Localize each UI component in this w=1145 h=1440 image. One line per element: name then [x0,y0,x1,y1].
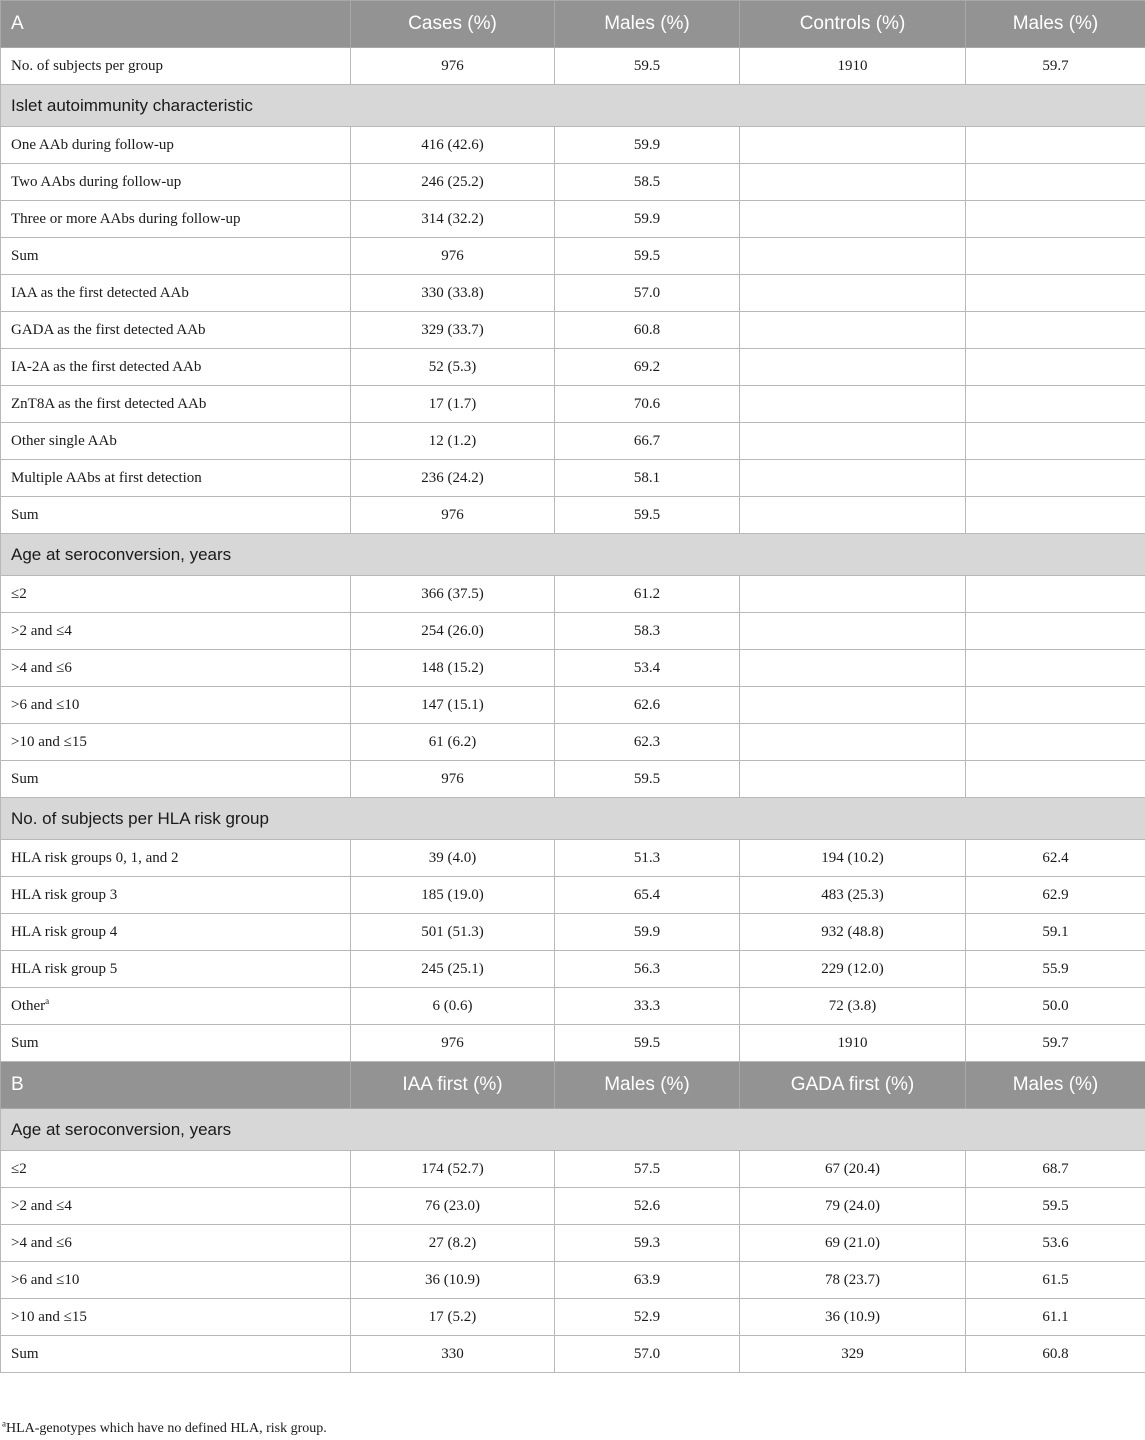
table-row [1,576,1145,613]
table-row [1,1262,1145,1299]
table-cell: 174 (52.7) [351,1151,555,1188]
table-row [1,349,1145,386]
table-cell: 1910 [740,48,966,85]
table-cell: 59.5 [555,238,740,275]
table-cell: 69 (21.0) [740,1225,966,1262]
footnote-text: HLA-genotypes which have no defined HLA, risk group. [6,1421,327,1436]
table-cell: 62.4 [966,840,1145,877]
table-cell [966,238,1145,275]
table-cell: 65.4 [555,877,740,914]
table-cell: 59.5 [555,761,740,798]
table-cell: 52 (5.3) [351,349,555,386]
table-cell [740,576,966,613]
table-cell [966,576,1145,613]
table-row [1,164,1145,201]
row-label: Sum [1,497,351,534]
table-row [1,1336,1145,1373]
table-row [1,914,1145,951]
table-cell [740,238,966,275]
column-header: GADA first (%) [740,1062,966,1109]
table-row [1,1225,1145,1262]
table-cell: 246 (25.2) [351,164,555,201]
column-header: Cases (%) [351,1,555,48]
table-cell [740,761,966,798]
table-cell: 59.5 [555,48,740,85]
table-row [1,1025,1145,1062]
row-label: IA-2A as the first detected AAb [1,349,351,386]
table-row [1,201,1145,238]
table-cell: 59.9 [555,914,740,951]
table-cell: 59.7 [966,48,1145,85]
table-cell [740,349,966,386]
row-label: >2 and ≤4 [1,613,351,650]
table-cell [740,650,966,687]
table-cell: 70.6 [555,386,740,423]
table-cell: 976 [351,761,555,798]
table-cell: 330 [351,1336,555,1373]
table-footnote [2,1418,327,1437]
table-cell: 60.8 [966,1336,1145,1373]
table-row [1,613,1145,650]
footnote-marker: a [2,1418,6,1429]
table-cell: 72 (3.8) [740,988,966,1025]
table-cell: 69.2 [555,349,740,386]
table-cell: 229 (12.0) [740,951,966,988]
table-cell: 148 (15.2) [351,650,555,687]
table-row [1,312,1145,349]
table-cell: 61.5 [966,1262,1145,1299]
table-row [1,238,1145,275]
table-cell: 6 (0.6) [351,988,555,1025]
table-cell [740,275,966,312]
table-cell: 59.5 [966,1188,1145,1225]
row-label: Other single AAb [1,423,351,460]
table-cell: 329 (33.7) [351,312,555,349]
table-cell [966,201,1145,238]
table-cell: 66.7 [555,423,740,460]
table-cell [740,613,966,650]
table-cell [740,724,966,761]
table-cell: 58.5 [555,164,740,201]
column-header: Males (%) [966,1062,1145,1109]
row-label: One AAb during follow-up [1,127,351,164]
table-cell: 185 (19.0) [351,877,555,914]
table-cell [740,201,966,238]
table-cell: 59.5 [555,1025,740,1062]
table-cell: 62.9 [966,877,1145,914]
row-label: Two AAbs during follow-up [1,164,351,201]
row-label: No. of subjects per group [1,48,351,85]
row-label: GADA as the first detected AAb [1,312,351,349]
table-cell [966,164,1145,201]
table-cell: 76 (23.0) [351,1188,555,1225]
table-cell: 330 (33.8) [351,275,555,312]
table-row [1,877,1145,914]
section-title: No. of subjects per HLA risk group [1,798,1145,840]
row-label: Sum [1,1025,351,1062]
row-label: HLA risk groups 0, 1, and 2 [1,840,351,877]
table-cell: 976 [351,238,555,275]
column-header: Controls (%) [740,1,966,48]
table-cell: 55.9 [966,951,1145,988]
table-cell: 58.1 [555,460,740,497]
table-cell: 17 (1.7) [351,386,555,423]
table-row [1,687,1145,724]
table-cell: 51.3 [555,840,740,877]
table-cell: 60.8 [555,312,740,349]
table-row [1,497,1145,534]
table-cell: 147 (15.1) [351,687,555,724]
table-cell [740,497,966,534]
section-header-row [1,1109,1145,1151]
table-cell: 78 (23.7) [740,1262,966,1299]
table-cell [966,312,1145,349]
table-cell: 976 [351,1025,555,1062]
table-cell: 314 (32.2) [351,201,555,238]
section-title: Islet autoimmunity characteristic [1,85,1145,127]
footnote-marker: a [45,995,50,1006]
row-label-text: Other [11,997,46,1014]
table-cell [966,423,1145,460]
table-cell [966,460,1145,497]
table-cell [966,275,1145,312]
table-cell: 57.5 [555,1151,740,1188]
table-cell: 52.6 [555,1188,740,1225]
table-cell [740,460,966,497]
table-cell [740,127,966,164]
table-cell: 329 [740,1336,966,1373]
table-row [1,1151,1145,1188]
row-label: HLA risk group 3 [1,877,351,914]
table-cell: 17 (5.2) [351,1299,555,1336]
table-cell: 68.7 [966,1151,1145,1188]
table-cell: 61 (6.2) [351,724,555,761]
table-cell: 57.0 [555,1336,740,1373]
table-cell: 254 (26.0) [351,613,555,650]
table-cell: 57.0 [555,275,740,312]
row-label: >4 and ≤6 [1,650,351,687]
table-cell: 33.3 [555,988,740,1025]
table-cell: 79 (24.0) [740,1188,966,1225]
table-row [1,460,1145,497]
table-cell: 63.9 [555,1262,740,1299]
table-cell: 1910 [740,1025,966,1062]
table-cell: 67 (20.4) [740,1151,966,1188]
row-label: Sum [1,1336,351,1373]
table-cell [966,724,1145,761]
table-cell: 53.4 [555,650,740,687]
row-label: ≤2 [1,576,351,613]
table-cell: 62.6 [555,687,740,724]
table-cell [966,497,1145,534]
panel-a-label: A [1,1,351,48]
table-cell: 501 (51.3) [351,914,555,951]
table-row [1,988,1145,1025]
table-cell: 976 [351,497,555,534]
table-cell [740,312,966,349]
table-row [1,275,1145,312]
table-cell: 56.3 [555,951,740,988]
row-label: Multiple AAbs at first detection [1,460,351,497]
table-cell [966,687,1145,724]
table-row [1,127,1145,164]
section-header-row [1,85,1145,127]
table-cell [966,650,1145,687]
section-title: Age at seroconversion, years [1,534,1145,576]
table-cell [966,386,1145,423]
table-cell: 39 (4.0) [351,840,555,877]
table-cell: 194 (10.2) [740,840,966,877]
section-header-row [1,534,1145,576]
row-label: >10 and ≤15 [1,724,351,761]
table-row [1,386,1145,423]
table-cell: 52.9 [555,1299,740,1336]
table-cell: 245 (25.1) [351,951,555,988]
panel-a-header-row [1,1,1145,48]
row-label: >6 and ≤10 [1,687,351,724]
row-label: HLA risk group 4 [1,914,351,951]
table-cell: 59.3 [555,1225,740,1262]
panel-b-header-row [1,1062,1145,1109]
panel-b-label: B [1,1062,351,1109]
column-header: IAA first (%) [351,1062,555,1109]
table-cell: 61.2 [555,576,740,613]
row-label: ZnT8A as the first detected AAb [1,386,351,423]
table-cell: 61.1 [966,1299,1145,1336]
row-label: Three or more AAbs during follow-up [1,201,351,238]
table-cell [966,613,1145,650]
table-cell: 483 (25.3) [740,877,966,914]
table-cell: 976 [351,48,555,85]
column-header: Males (%) [555,1062,740,1109]
table-cell: 932 (48.8) [740,914,966,951]
table-cell: 50.0 [966,988,1145,1025]
table-cell: 366 (37.5) [351,576,555,613]
table-cell: 59.7 [966,1025,1145,1062]
table-row [1,724,1145,761]
table-cell [966,761,1145,798]
section-title: Age at seroconversion, years [1,1109,1145,1151]
column-header: Males (%) [966,1,1145,48]
row-label: Sum [1,238,351,275]
table-cell: 27 (8.2) [351,1225,555,1262]
column-header: Males (%) [555,1,740,48]
row-label: Sum [1,761,351,798]
table-cell: 59.1 [966,914,1145,951]
table-cell [966,127,1145,164]
table-cell [740,423,966,460]
table-row [1,761,1145,798]
table-row [1,840,1145,877]
row-label: HLA risk group 5 [1,951,351,988]
table-cell: 53.6 [966,1225,1145,1262]
table-cell: 59.9 [555,201,740,238]
table-row [1,951,1145,988]
row-label [1,988,351,1025]
row-label: >4 and ≤6 [1,1225,351,1262]
table-cell: 58.3 [555,613,740,650]
table-cell [966,349,1145,386]
table-cell: 62.3 [555,724,740,761]
row-label: >2 and ≤4 [1,1188,351,1225]
table-cell: 36 (10.9) [740,1299,966,1336]
table-cell [740,386,966,423]
table-cell: 36 (10.9) [351,1262,555,1299]
table-row [1,423,1145,460]
table-cell: 416 (42.6) [351,127,555,164]
row-label: >6 and ≤10 [1,1262,351,1299]
table-cell: 59.5 [555,497,740,534]
table-cell: 59.9 [555,127,740,164]
table-row [1,650,1145,687]
table-row [1,1188,1145,1225]
table-row [1,48,1145,85]
table-row [1,1299,1145,1336]
section-header-row [1,798,1145,840]
row-label: IAA as the first detected AAb [1,275,351,312]
table-cell [740,164,966,201]
row-label: ≤2 [1,1151,351,1188]
table-cell [740,687,966,724]
table-cell: 236 (24.2) [351,460,555,497]
row-label: >10 and ≤15 [1,1299,351,1336]
table-cell: 12 (1.2) [351,423,555,460]
